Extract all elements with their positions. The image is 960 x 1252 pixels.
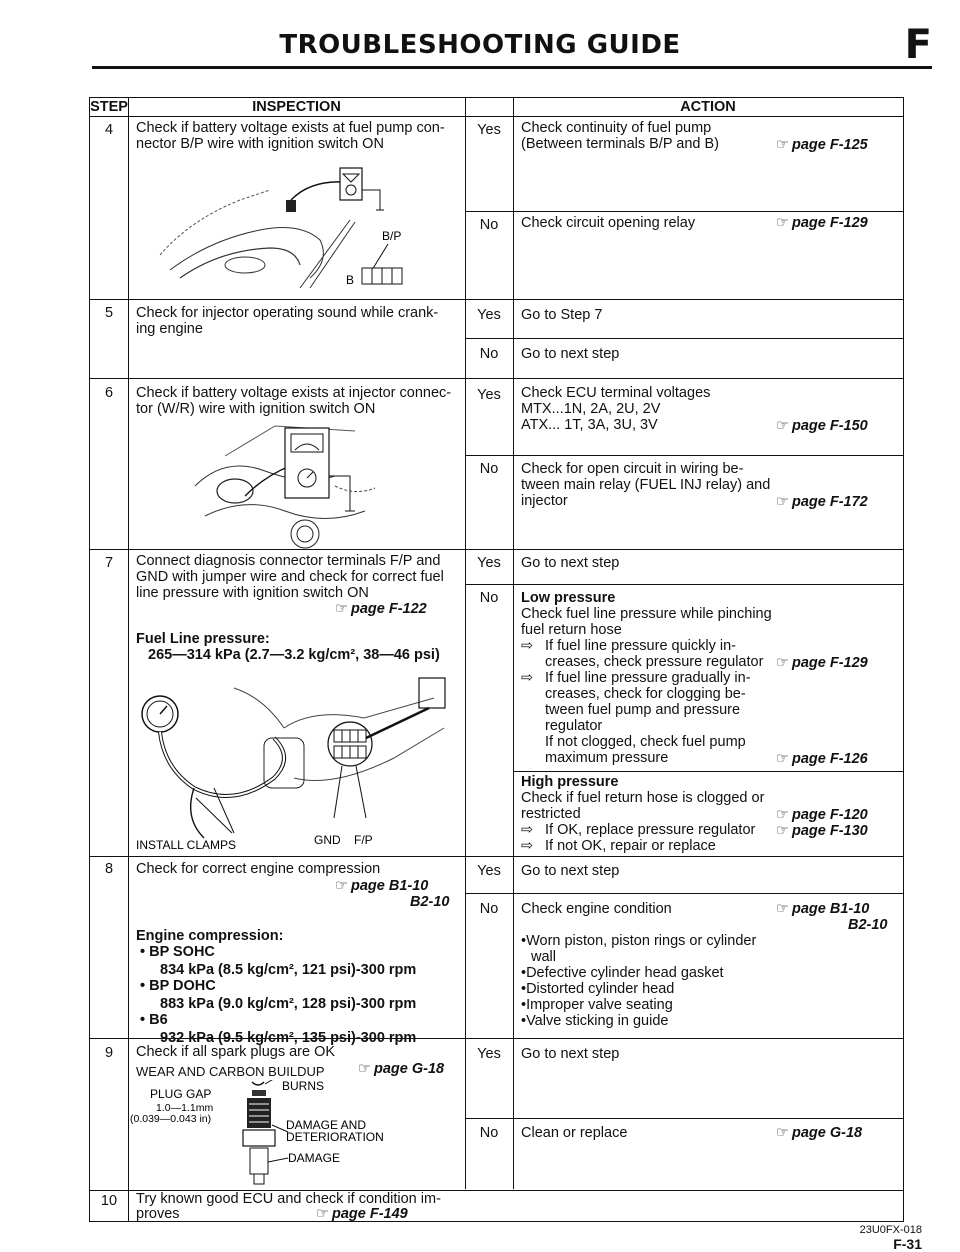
row-rule	[465, 584, 903, 585]
action-text: If fuel line pressure gradually in-	[545, 670, 751, 686]
row-rule	[90, 856, 903, 857]
page-ref	[776, 823, 868, 839]
col-divider-answer	[513, 98, 514, 1189]
action-text: Check ECU terminal voltages	[521, 385, 711, 401]
inspection-text: nector B/P wire with ignition switch ON	[136, 136, 384, 152]
inspection-text: Check if battery voltage exists at fuel pump con-	[136, 120, 445, 136]
figure-label: B	[346, 273, 355, 287]
figure-label: PLUG GAP	[150, 1087, 212, 1101]
header-row-rule	[90, 116, 903, 117]
answer-yes: Yes	[477, 555, 501, 571]
page-ref	[776, 1125, 862, 1141]
fuel-pump-connector-figure	[150, 160, 410, 290]
pointing-hand-icon: ☞	[335, 878, 348, 894]
action-text: If not OK, repair or replace	[545, 838, 716, 854]
action-text: If fuel line pressure quickly in-	[545, 638, 736, 654]
troubleshooting-table	[89, 97, 904, 1222]
action-text: maximum pressure	[545, 750, 669, 766]
answer-yes: Yes	[477, 122, 501, 138]
action-text: Go to next step	[521, 863, 620, 879]
answer-yes: Yes	[477, 387, 501, 403]
figure-label: 1.0—1.1mm	[156, 1102, 214, 1114]
page-ref	[316, 1206, 408, 1222]
step-number: 7	[104, 555, 114, 571]
spec-value: 883 kPa (9.0 kg/cm², 128 psi)-300 rpm	[160, 996, 417, 1012]
pointing-hand-icon: ☞	[776, 655, 789, 671]
figure-label: B/P	[382, 229, 402, 243]
pointing-hand-icon: ☞	[776, 901, 789, 917]
ref-text: page G-18	[374, 1061, 445, 1077]
page-number: F-31	[893, 1236, 922, 1252]
row-rule	[465, 455, 903, 456]
document-code: 23U0FX-018	[859, 1224, 922, 1236]
answer-yes: Yes	[477, 1046, 501, 1062]
col-header-action: ACTION	[680, 99, 736, 115]
page-ref	[335, 878, 428, 894]
ref-text: page B1-10	[792, 901, 870, 917]
pointing-hand-icon: ☞	[776, 418, 789, 434]
row-rule	[465, 1118, 903, 1119]
ref-text: page F-129	[792, 215, 868, 231]
spark-plug-figure	[130, 1080, 460, 1186]
inspection-text: Check for injector operating sound while crank-	[136, 305, 439, 321]
ref-text: page F-122	[351, 601, 427, 617]
spec-engine: • B6	[140, 1012, 168, 1028]
header-rule	[92, 66, 932, 69]
figure-label: BURNS	[282, 1080, 325, 1093]
pointing-hand-icon: ☞	[776, 823, 789, 839]
page-ref	[776, 655, 868, 671]
action-text: If not clogged, check fuel pump	[545, 734, 746, 750]
inspection-text: proves	[136, 1206, 180, 1222]
row-rule	[90, 549, 903, 550]
pointing-hand-icon: ☞	[358, 1061, 371, 1077]
page-ref	[776, 137, 868, 153]
action-bullet: •Improper valve seating	[521, 997, 673, 1013]
ref-text: page F-129	[792, 655, 868, 671]
ref-text: page F-125	[792, 137, 868, 153]
action-text: MTX...1N, 2A, 2U, 2V	[521, 401, 661, 417]
answer-no: No	[479, 217, 499, 233]
page-ref	[776, 418, 868, 434]
high-pressure-title: High pressure	[521, 774, 619, 790]
action-text: Check for open circuit in wiring be-	[521, 461, 744, 477]
action-text: Check if fuel return hose is clogged or	[521, 790, 765, 806]
pointing-hand-icon: ☞	[776, 751, 789, 767]
ref-text: page F-150	[792, 418, 868, 434]
step-number: 4	[104, 122, 114, 138]
spec-title: Engine compression:	[136, 928, 284, 944]
action-text: restricted	[521, 806, 581, 822]
action-text: Clean or replace	[521, 1125, 628, 1141]
figure-label: F/P	[354, 833, 373, 847]
col-header-inspection: INSPECTION	[252, 99, 341, 115]
row-rule	[513, 771, 903, 772]
action-bullet: •Valve sticking in guide	[521, 1013, 669, 1029]
spec-engine: • BP SOHC	[140, 944, 215, 960]
action-text: Check engine condition	[521, 901, 672, 917]
step-number: 9	[104, 1045, 114, 1061]
action-text: tween fuel pump and pressure	[545, 702, 741, 718]
row-rule	[465, 893, 903, 894]
page-ref	[776, 901, 869, 917]
action-text: fuel return hose	[521, 622, 622, 638]
pointing-hand-icon: ☞	[776, 494, 789, 510]
row-rule	[90, 1038, 903, 1039]
col-divider-inspection	[465, 98, 466, 1189]
figure-label: DETERIORATION	[286, 1130, 384, 1144]
action-text: Go to Step 7	[521, 307, 603, 323]
col-header-step: STEP	[90, 99, 128, 115]
action-text: ATX... 1T, 3A, 3U, 3V	[521, 417, 658, 433]
answer-yes: Yes	[477, 307, 501, 323]
action-text: Go to next step	[521, 555, 620, 571]
inspection-text: tor (W/R) wire with ignition switch ON	[136, 401, 376, 417]
inspection-text: GND with jumper wire and check for correct fuel	[136, 569, 444, 585]
hollow-arrow-icon: ⇨	[521, 638, 534, 654]
ref-text: page F-130	[792, 823, 868, 839]
pointing-hand-icon: ☞	[776, 137, 789, 153]
answer-no: No	[479, 461, 499, 477]
row-rule	[465, 338, 903, 339]
ref-text: page F-120	[792, 807, 868, 823]
action-bullet: •Defective cylinder head gasket	[521, 965, 724, 981]
inspection-text: Check if battery voltage exists at injector connec-	[136, 385, 452, 401]
pointing-hand-icon: ☞	[335, 601, 348, 617]
inspection-text: line pressure with ignition switch ON	[136, 585, 369, 601]
page-ref	[776, 494, 868, 510]
action-text: creases, check pressure regulator	[545, 654, 764, 670]
ref-text: page B1-10	[351, 878, 429, 894]
page-ref	[358, 1061, 444, 1077]
action-text: regulator	[545, 718, 603, 734]
spec-engine: • BP DOHC	[140, 978, 216, 994]
injector-connector-figure	[185, 416, 395, 551]
pointing-hand-icon: ☞	[776, 807, 789, 823]
fuel-pressure-gauge-figure	[134, 668, 454, 851]
figure-title: WEAR AND CARBON BUILDUP	[136, 1064, 325, 1079]
ref-text: page F-126	[792, 751, 868, 767]
action-text: Check continuity of fuel pump	[521, 120, 712, 136]
inspection-text: Try known good ECU and check if condition im-	[136, 1191, 441, 1207]
spec-value: 932 kPa (9.5 kg/cm², 135 psi)-300 rpm	[160, 1030, 417, 1046]
col-divider-step	[128, 98, 129, 1221]
pointing-hand-icon: ☞	[776, 1125, 789, 1141]
step-number: 10	[100, 1193, 118, 1209]
inspection-text: ing engine	[136, 321, 203, 337]
action-text: (Between terminals B/P and B)	[521, 136, 719, 152]
figure-label: DAMAGE AND	[286, 1118, 367, 1132]
step-number: 5	[104, 305, 114, 321]
ref-text: page F-149	[332, 1206, 408, 1222]
row-rule	[90, 299, 903, 300]
answer-yes: Yes	[477, 863, 501, 879]
spec-title: Fuel Line pressure:	[136, 631, 270, 647]
action-text: tween main relay (FUEL INJ relay) and	[521, 477, 771, 493]
page-ref	[776, 215, 868, 231]
action-text: Check fuel line pressure while pinching	[521, 606, 772, 622]
action-text: Go to next step	[521, 1046, 620, 1062]
answer-no: No	[479, 1125, 499, 1141]
action-text: Go to next step	[521, 346, 620, 362]
inspection-text: Connect diagnosis connector terminals F/P and	[136, 553, 441, 569]
spec-value: 834 kPa (8.5 kg/cm², 121 psi)-300 rpm	[160, 962, 417, 978]
action-bullet: •Worn piston, piston rings or cylinder	[521, 933, 757, 949]
answer-no: No	[479, 901, 499, 917]
row-rule	[90, 378, 903, 379]
ref-text: page G-18	[792, 1125, 863, 1141]
page-ref	[776, 751, 868, 767]
action-text: injector	[521, 493, 568, 509]
figure-label: DAMAGE	[288, 1151, 341, 1165]
answer-no: No	[479, 346, 499, 362]
low-pressure-title: Low pressure	[521, 590, 616, 606]
row-rule	[465, 211, 903, 212]
hollow-arrow-icon: ⇨	[521, 838, 534, 854]
answer-no: No	[479, 590, 499, 606]
inspection-text: Check for correct engine compression	[136, 861, 381, 877]
figure-label: (0.039—0.043 in)	[130, 1113, 212, 1125]
section-letter: F	[904, 22, 932, 68]
inspection-text: Check if all spark plugs are OK	[136, 1044, 336, 1060]
figure-label: GND	[314, 833, 341, 847]
ref-text: B2-10	[848, 917, 888, 933]
action-bullet: wall	[531, 949, 556, 965]
page-ref	[335, 601, 427, 617]
spec-value: 265—314 kPa (2.7—3.2 kg/cm², 38—46 psi)	[148, 647, 440, 663]
step-number: 6	[104, 385, 114, 401]
page-ref	[776, 807, 868, 823]
step-number: 8	[104, 861, 114, 877]
pointing-hand-icon: ☞	[776, 215, 789, 231]
hollow-arrow-icon: ⇨	[521, 822, 534, 838]
ref-text: B2-10	[410, 894, 450, 910]
pointing-hand-icon: ☞	[316, 1206, 329, 1222]
hollow-arrow-icon: ⇨	[521, 670, 534, 686]
action-text: creases, check for clogging be-	[545, 686, 746, 702]
page-title: TROUBLESHOOTING GUIDE	[279, 30, 681, 60]
action-bullet: •Distorted cylinder head	[521, 981, 675, 997]
action-text: If OK, replace pressure regulator	[545, 822, 756, 838]
ref-text: page F-172	[792, 494, 868, 510]
figure-label: INSTALL CLAMPS	[136, 838, 237, 851]
action-text: Check circuit opening relay	[521, 215, 696, 231]
